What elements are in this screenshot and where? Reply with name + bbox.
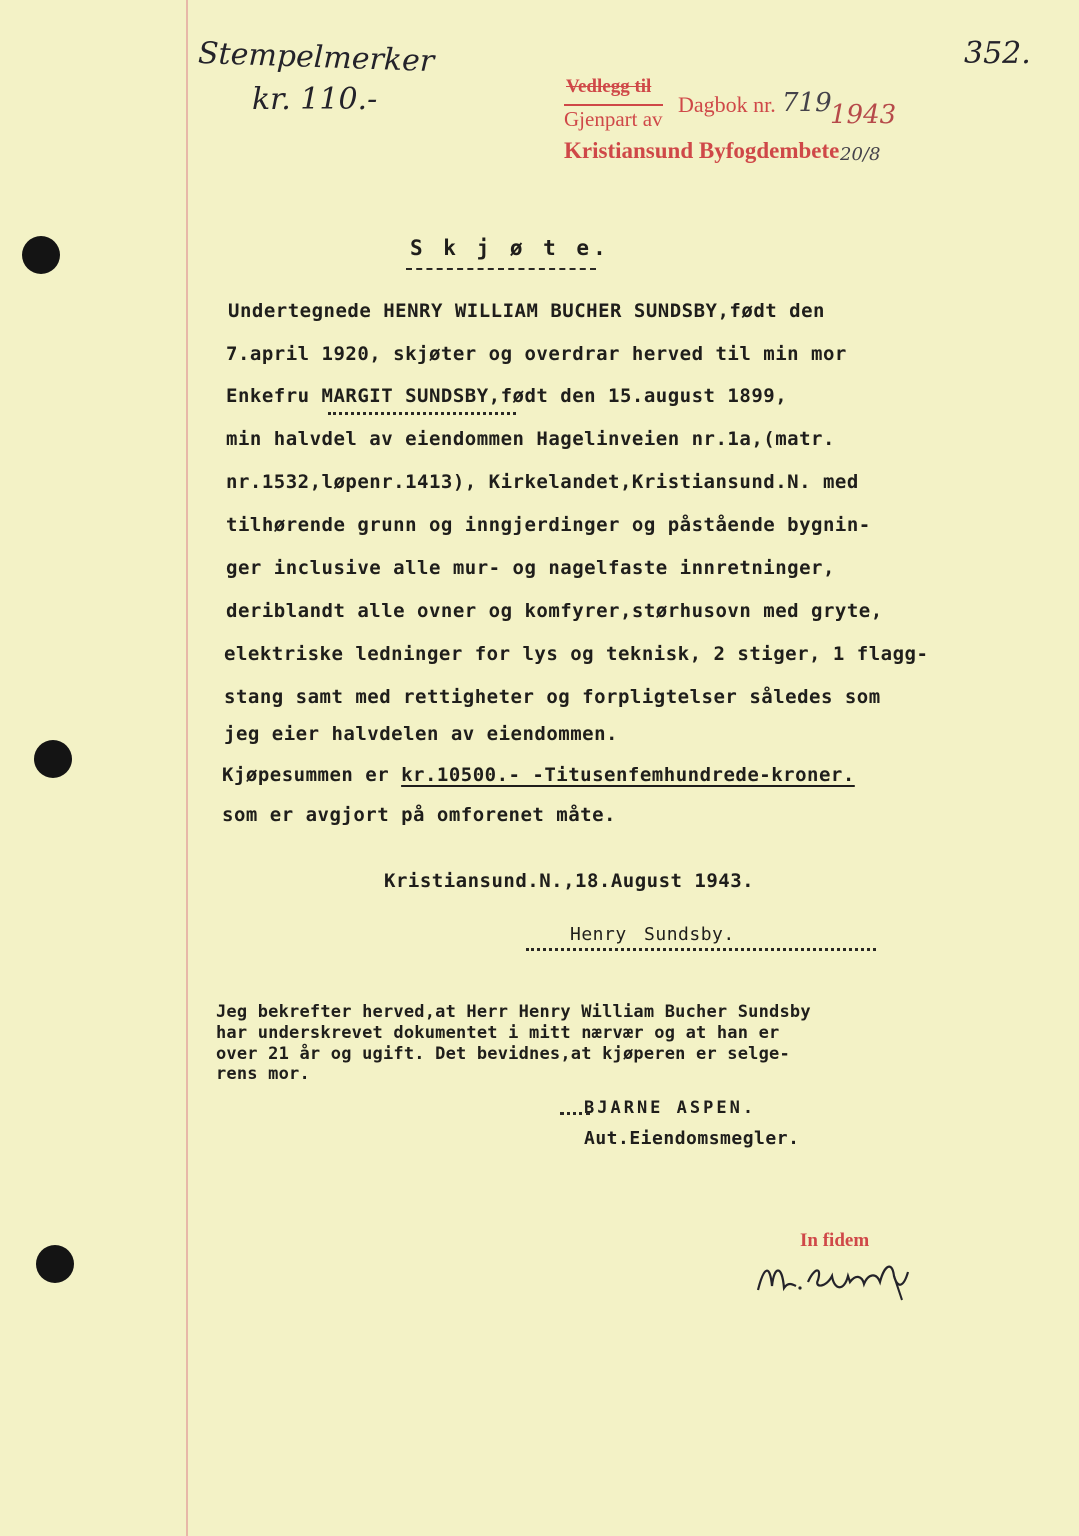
stamp-note-line2: kr. 110.- bbox=[252, 82, 378, 117]
punch-hole-middle bbox=[34, 740, 72, 778]
price-amount: kr.10500.- -Titusenfemhundrede-kroner. bbox=[401, 764, 855, 786]
signer-name: Henry Sundsby. bbox=[570, 924, 735, 945]
punch-hole-bottom bbox=[36, 1245, 74, 1283]
title-underline bbox=[406, 268, 596, 270]
body-line-8: deriblandt alle ovner og komfyrer,størhusovn med gryte, bbox=[226, 600, 883, 622]
stamp-date: 20/8 bbox=[840, 144, 881, 165]
place-date: Kristiansund.N.,18.August 1943. bbox=[384, 870, 755, 892]
stamp-dagbok-number: 719 bbox=[782, 88, 832, 118]
margin-line bbox=[186, 0, 188, 1536]
price-prefix: Kjøpesummen er bbox=[222, 764, 402, 786]
stamp-note-line1: Stempelmerker bbox=[197, 35, 435, 80]
signature-dots bbox=[526, 948, 876, 951]
body-line-5: nr.1532,løpenr.1413), Kirkelandet,Kristiansund.N. med bbox=[226, 471, 859, 493]
witness-title: Aut.Eiendomsmegler. bbox=[584, 1128, 800, 1149]
body-line-10: stang samt med rettigheter og forpligtelser således som bbox=[224, 686, 881, 708]
body-line-9: elektriske ledninger for lys og teknisk, 2 stiger, 1 flagg- bbox=[224, 643, 929, 665]
name-underline bbox=[328, 412, 516, 415]
stamp-year: 1943 bbox=[830, 100, 897, 130]
confirmation-line-4: rens mor. bbox=[216, 1064, 310, 1084]
confirmation-line-2: har underskrevet dokumentet i mitt nærvær og at han er bbox=[216, 1023, 780, 1043]
price-line bbox=[222, 764, 855, 786]
price-line-2: som er avgjort på omforenet måte. bbox=[222, 804, 616, 826]
body-line-2: 7.april 1920, skjøter og overdrar herved til min mor bbox=[226, 343, 847, 365]
body-line-11: jeg eier halvdelen av eiendommen. bbox=[224, 723, 618, 745]
confirmation-line-3: over 21 år og ugift. Det bevidnes,at kjøperen er selge- bbox=[216, 1044, 790, 1064]
stamp-dagbok: Dagbok nr. bbox=[678, 92, 776, 117]
body-line-6: tilhørende grunn og inngjerdinger og påstående bygnin- bbox=[226, 514, 871, 536]
stamp-office: Kristiansund Byfogdembete bbox=[564, 138, 840, 163]
witness-name: BJARNE ASPEN. bbox=[584, 1098, 757, 1118]
body-line-4: min halvdel av eiendommen Hagelinveien nr.1a,(matr. bbox=[226, 428, 835, 450]
punch-hole-top bbox=[22, 236, 60, 274]
document-title: S k j ø t e. bbox=[410, 236, 610, 260]
stamp-struck-text: Vedlegg til bbox=[566, 76, 652, 97]
confirmation-line-1: Jeg bekrefter herved,at Herr Henry William Bucher Sundsby bbox=[216, 1002, 811, 1022]
handwritten-signature bbox=[752, 1246, 922, 1306]
body-line-7: ger inclusive alle mur- og nagelfaste innretninger, bbox=[226, 557, 835, 579]
body-line-1: Undertegnede HENRY WILLIAM BUCHER SUNDSBY,født den bbox=[228, 300, 825, 322]
page-number: 352. bbox=[964, 36, 1031, 71]
body-line-3: Enkefru MARGIT SUNDSBY,født den 15.august 1899, bbox=[226, 385, 788, 407]
in-fidem-stamp: In fidem bbox=[800, 1230, 870, 1251]
witness-dots bbox=[560, 1112, 590, 1115]
stamp-gjenpart: Gjenpart av bbox=[564, 104, 663, 132]
